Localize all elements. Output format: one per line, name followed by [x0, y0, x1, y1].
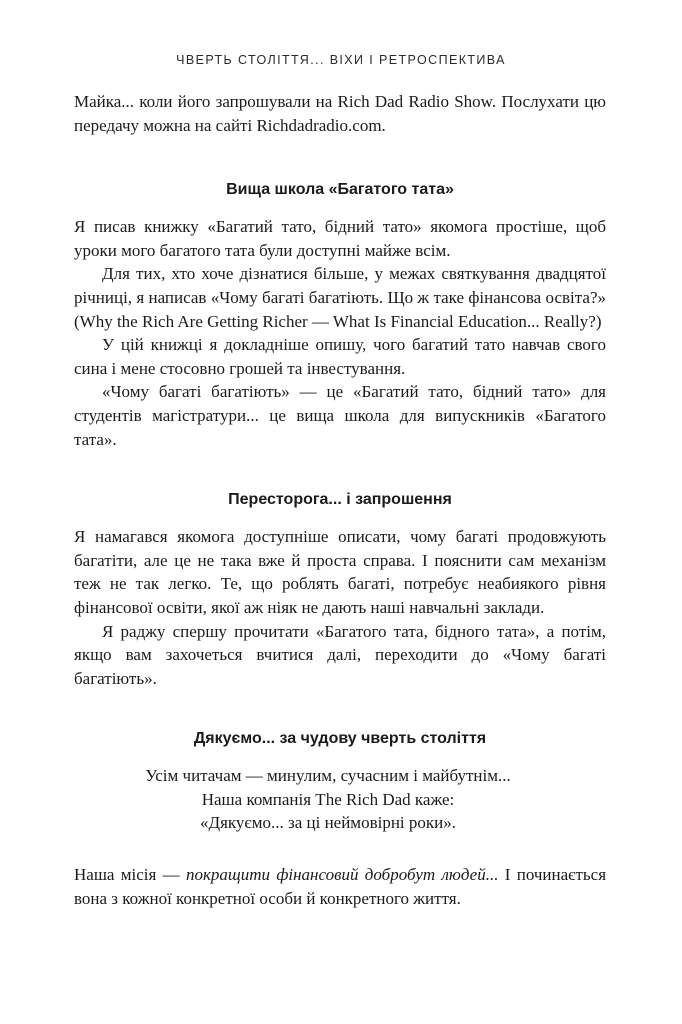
- mission-lead: Наша місія —: [74, 865, 186, 885]
- page-body: [74, 90, 606, 910]
- section-heading-higher-school: Вища школа «Багатого тата»: [226, 181, 454, 199]
- paragraph: Я писав книжку «Багатий тато, бідний тато» якомога простіше, щоб уроки мого багатого тата були доступні майже всім.: [74, 217, 606, 260]
- quote-line: Усім читачам — минулим, сучасним і майбутнім...: [145, 766, 511, 786]
- intro-paragraph: Майка... коли його запрошували на Rich Dad Radio Show. Послухати цю передачу можна на сайті Richdadradio.com.: [74, 92, 606, 135]
- quote-line: Наша компанія The Rich Dad каже:: [201, 789, 455, 809]
- thanks-quote: [108, 764, 548, 835]
- paragraph: Для тих, хто хоче дізнатися більше, у межах святкування двадцятої річниці, я написав «Чому багаті багатіють. Що ж таке фінансова освіта?» (Why the Rich Are Getting Richer — What Is Financial Education... Really?): [74, 264, 606, 331]
- paragraph: Я намагався якомога доступніше описати, чому багаті продовжують багатіти, але це не така вже й проста справа. І пояснити сам механізм теж не так легко. Те, що роблять багаті, потребує неабиякого рівня фінансової освіти, якої аж ніяк не дають наші навчальні заклади.: [74, 527, 606, 617]
- mission-emphasis: покращити фінансовий добробут людей...: [185, 865, 499, 885]
- quote-line: «Дякуємо... за ці неймовірні роки».: [200, 813, 456, 833]
- mission-rest: І починається вона з кожної конкретної особи й конкретного життя.: [74, 865, 607, 908]
- paragraph: «Чому багаті багатіють» — це «Багатий тато, бідний тато» для студентів магістратури... це вища школа для випускників «Багатого тата».: [74, 382, 606, 449]
- mission-paragraph: [74, 863, 606, 910]
- paragraph: У цій книжці я докладніше опишу, чого багатий тато навчав свого сина і мене стосовно грошей та інвестування.: [74, 335, 606, 378]
- section-heading-warning: Пересторога... і запрошення: [228, 491, 452, 509]
- running-head: ЧВЕРТЬ СТОЛІТТЯ... ВІХИ І РЕТРОСПЕКТИВА: [176, 53, 506, 67]
- section-heading-thanks: Дякуємо... за чудову чверть століття: [193, 730, 487, 748]
- paragraph: Я раджу спершу прочитати «Багатого тата, бідного тата», а потім, якщо вам захочеться вчитися далі, переходити до «Чому багаті багатіють».: [74, 621, 606, 688]
